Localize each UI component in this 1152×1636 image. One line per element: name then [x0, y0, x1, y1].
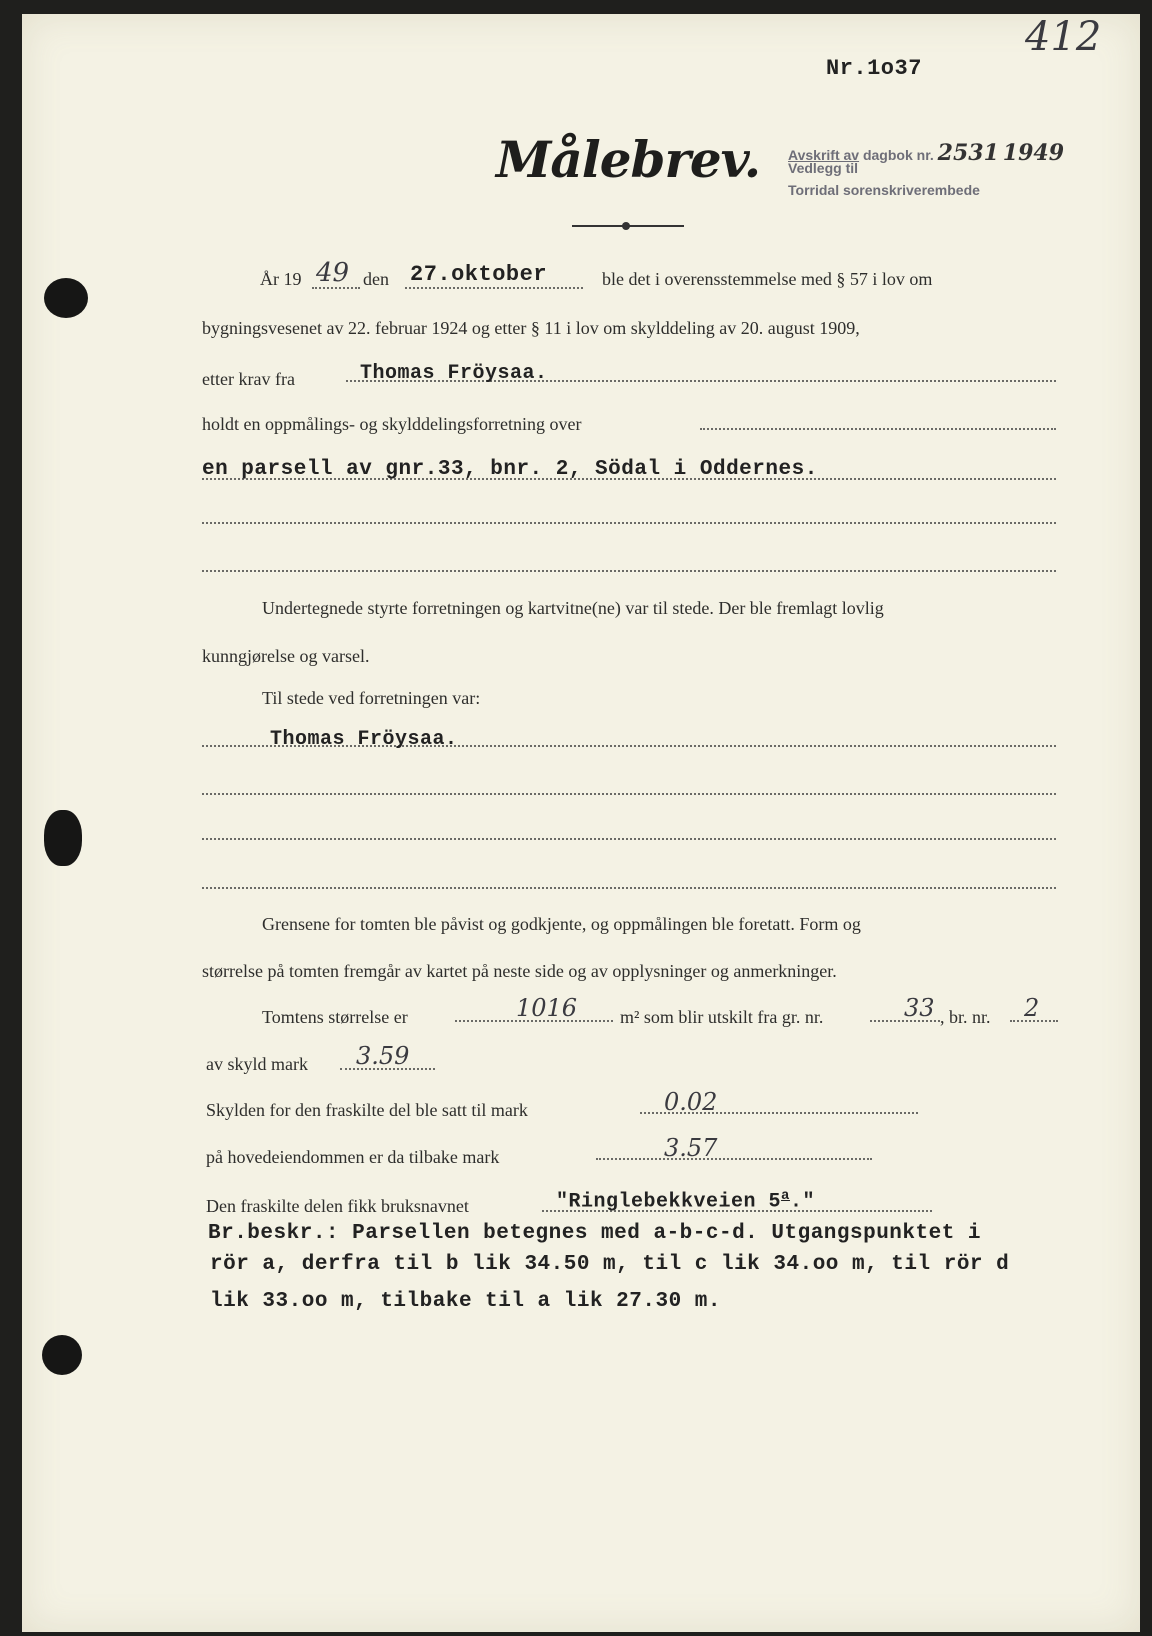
bnr-value: 2	[1024, 994, 1040, 1022]
document-number: Nr.1o37	[826, 56, 922, 81]
page-number: 412	[1025, 14, 1102, 60]
date-value: 27.oktober	[410, 262, 548, 287]
punch-hole-top	[44, 278, 88, 318]
bruksnavn-value	[556, 1188, 815, 1214]
para3-line2: størrelse på tomten fremgår av kartet på neste side og av opplysninger og anmerkninger.	[202, 961, 837, 981]
stamp-dagbok: dagbok nr.	[862, 147, 934, 163]
m2-label: m² som blir utskilt fra gr. nr.	[620, 1007, 824, 1027]
para2-line1: Undertegnede styrte forretningen og kartvitne(ne) var til stede. Der ble fremlagt lovlig	[262, 598, 884, 618]
title-divider-dot	[622, 222, 630, 230]
document-page	[22, 14, 1140, 1632]
skyld-tilbake-value: 3.57	[664, 1134, 718, 1162]
blank-line-1	[202, 522, 1056, 524]
bruksnavn-label: Den fraskilte delen fikk bruksnavnet	[206, 1196, 469, 1216]
den-label: den	[363, 269, 389, 289]
bruksnavn-superscript: a	[781, 1188, 790, 1204]
requester-name: Thomas Fröysaa.	[360, 362, 548, 385]
boundary-line-1: Br.beskr.: Parsellen betegnes med a-b-c-d. Utgangspunktet i	[208, 1222, 982, 1245]
av-skyld-label: av skyld mark	[206, 1054, 308, 1074]
stamp-dagbok-number: 2531	[937, 140, 999, 166]
blank-line-2	[202, 570, 1056, 572]
etter-krav-label: etter krav fra	[202, 369, 295, 389]
skyld-value: 3.59	[356, 1042, 410, 1070]
br-nr-label: , br. nr.	[940, 1007, 991, 1027]
skylden-label: Skylden for den fraskilte del ble satt til mark	[206, 1100, 528, 1120]
area-value: 1016	[516, 994, 578, 1022]
boundary-line-3: lik 33.oo m, tilbake til a lik 27.30 m.	[210, 1290, 721, 1313]
para3-line1: Grensene for tomten ble påvist og godkjente, og oppmålingen ble foretatt. Form og	[262, 914, 861, 934]
attendee-name: Thomas Fröysaa.	[270, 728, 458, 751]
blank-line-3	[202, 793, 1056, 795]
date-dotted-line	[405, 287, 583, 289]
para1-line2: bygningsvesenet av 22. februar 1924 og etter § 11 i lov om skylddeling av 20. august 1909,	[202, 318, 860, 338]
bruksnavn-end: ."	[789, 1190, 815, 1214]
holdt-dotted-line	[700, 428, 1056, 430]
blank-line-4	[202, 838, 1056, 840]
para2-line2: kunngjørelse og varsel.	[202, 646, 370, 666]
bruksnavn-main: "Ringlebekkveien 5	[556, 1190, 782, 1214]
document-title: Målebrev.	[496, 130, 761, 189]
para1-line1: ble det i overensstemmelse med § 57 i lov om	[602, 269, 933, 289]
stamp-line-3: Torridal sorenskriverembede	[788, 182, 980, 198]
year-label: År 19	[260, 269, 302, 289]
gnr-value: 33	[904, 994, 935, 1022]
skyld-fraskilt-value: 0.02	[664, 1088, 718, 1116]
punch-hole-middle	[44, 810, 82, 866]
punch-hole-bottom	[42, 1335, 82, 1375]
skyld-tilbake-dotted-line	[596, 1158, 872, 1160]
stamp-line-2: Vedlegg til	[788, 160, 859, 176]
boundary-line-2: rör a, derfra til b lik 34.50 m, til c lik 34.oo m, til rör d	[210, 1253, 1010, 1276]
stamp-avskrift: Avskrift av	[788, 147, 860, 163]
til-stede-label: Til stede ved forretningen var:	[262, 688, 481, 708]
holdt-label: holdt en oppmålings- og skylddelingsforretning over	[202, 414, 582, 434]
stamp-year: 1949	[1002, 140, 1065, 166]
year-value: 49	[316, 258, 350, 288]
property-description: en parsell av gnr.33, bnr. 2, Södal i Oddernes.	[202, 458, 818, 481]
blank-line-5	[202, 887, 1056, 889]
tomtens-label: Tomtens størrelse er	[262, 1007, 408, 1027]
paa-hoved-label: på hovedeiendommen er da tilbake mark	[206, 1147, 500, 1167]
